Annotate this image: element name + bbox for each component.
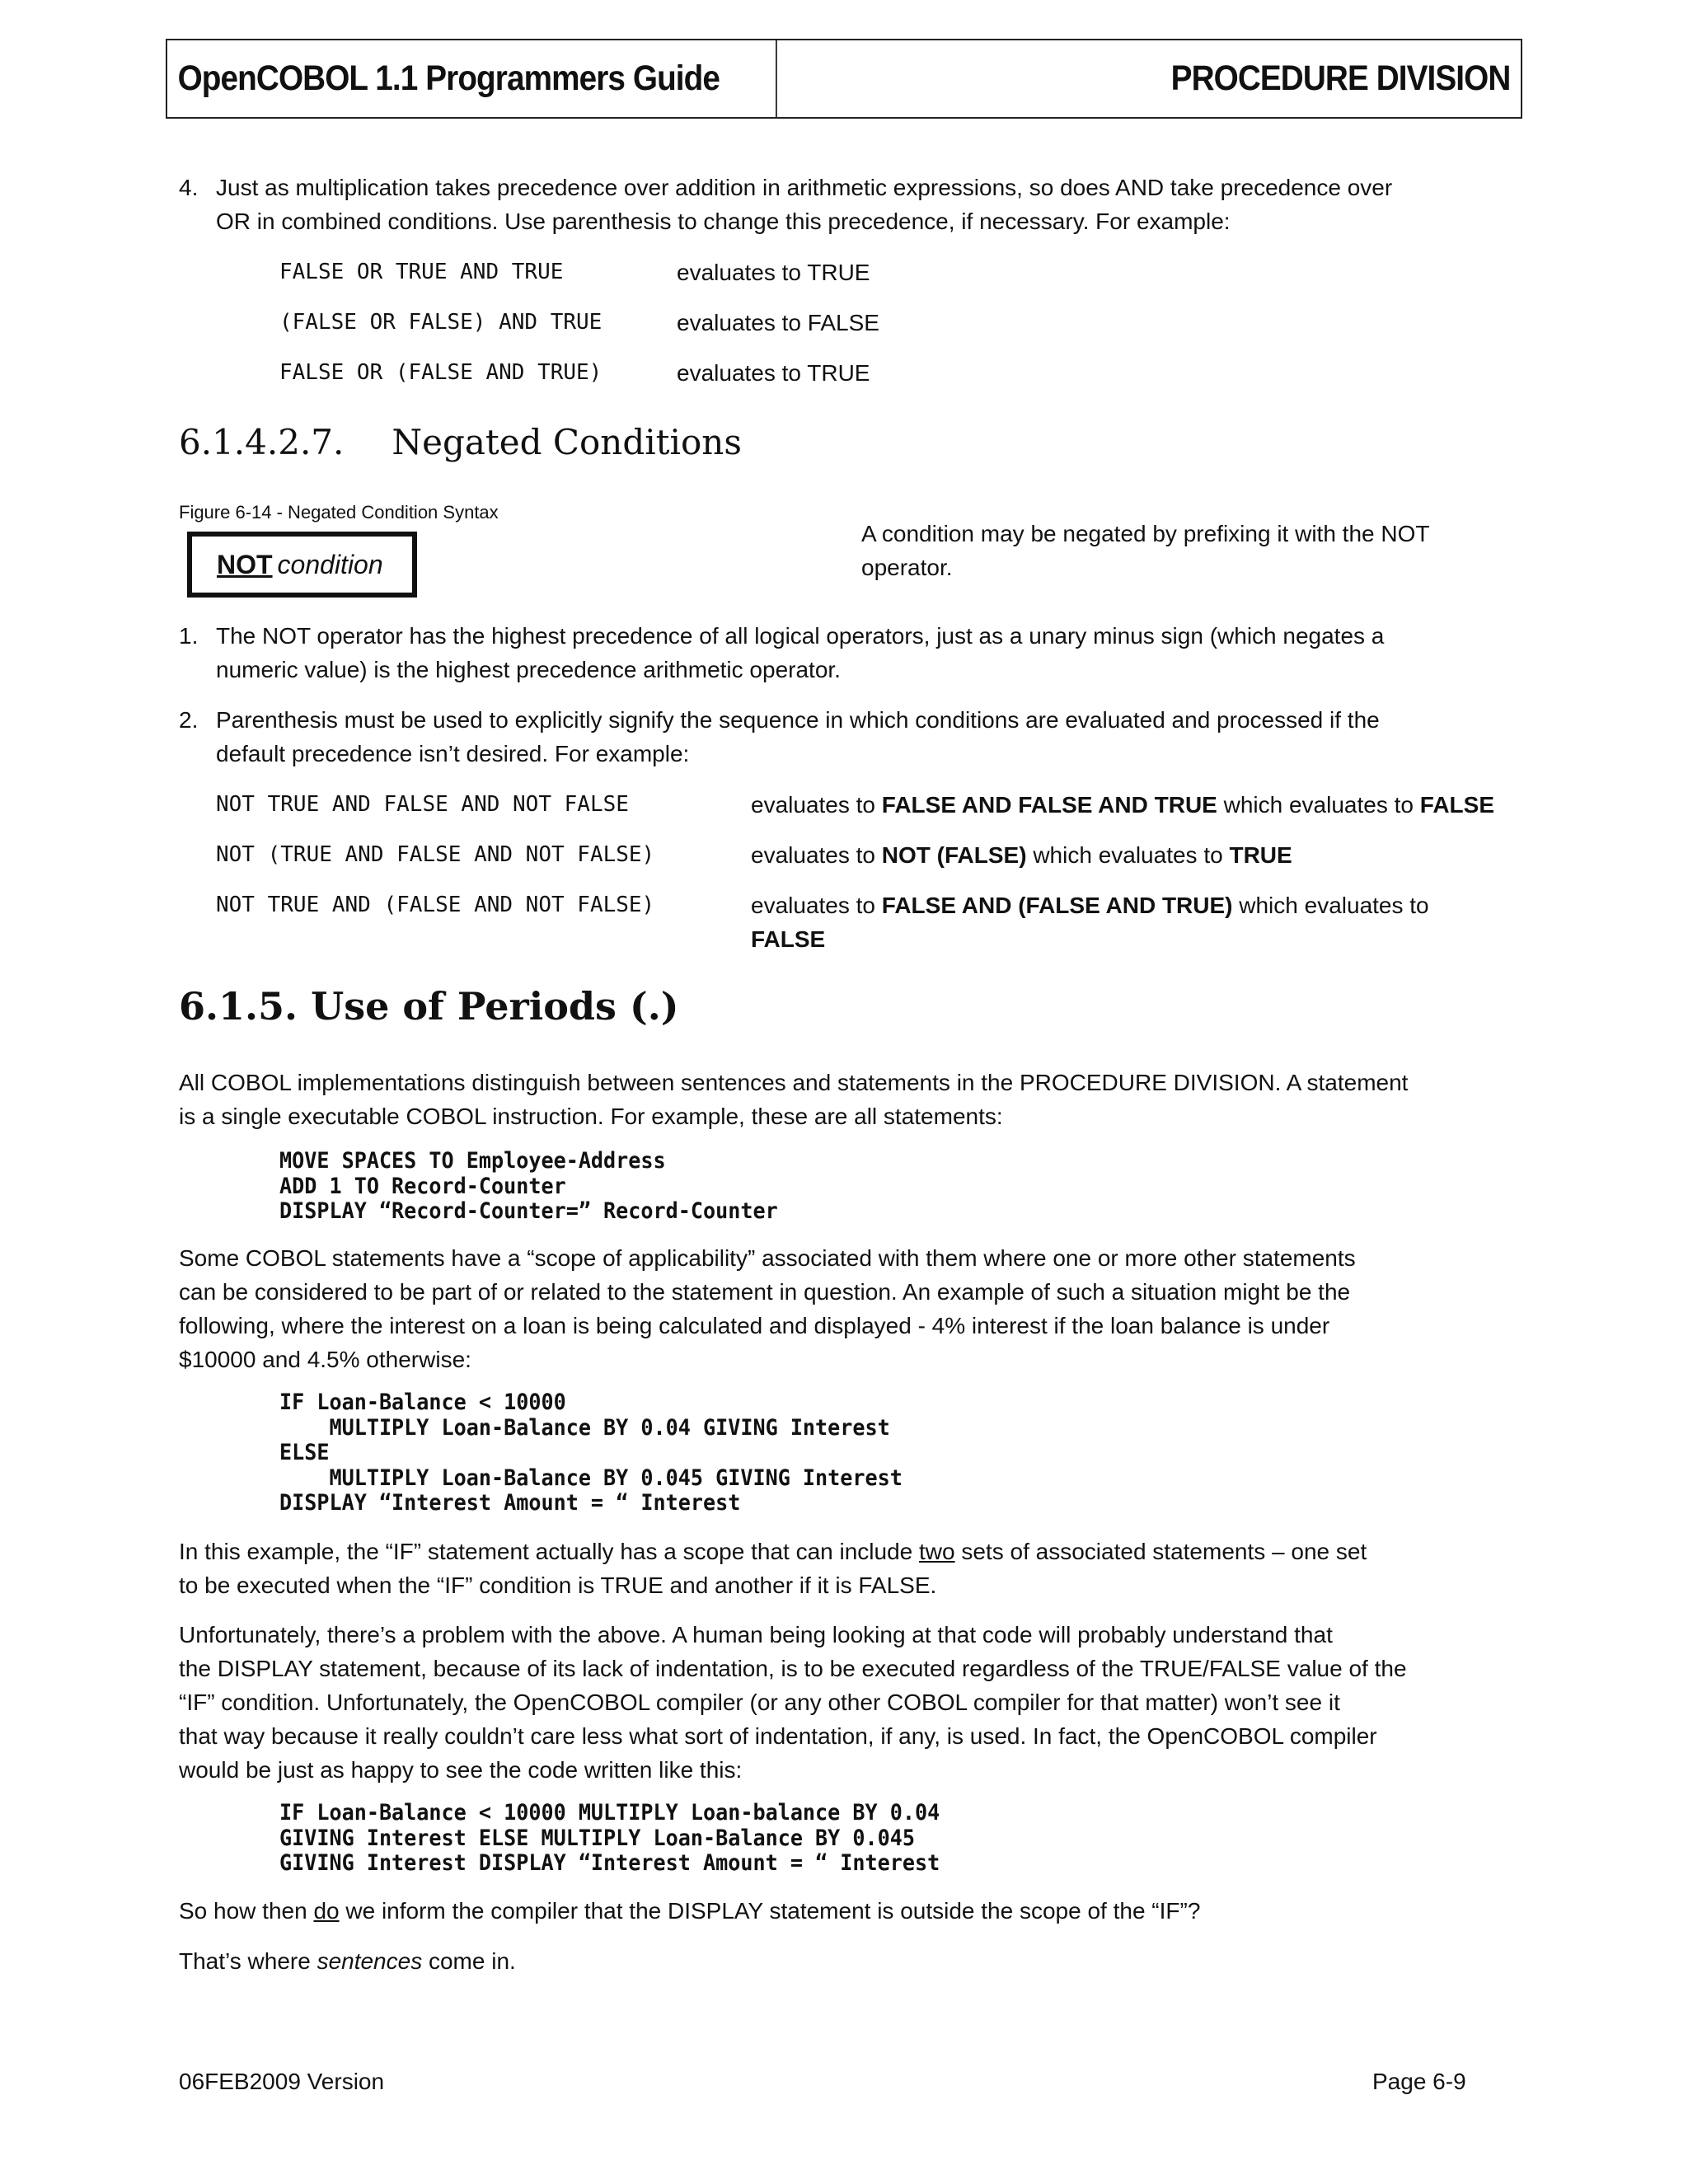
section-title: PROCEDURE DIVISION (1170, 59, 1511, 98)
text-line: “IF” condition. Unfortunately, the OpenCOBOL compiler (or any other COBOL compiler for that matter) won’t see it (179, 1690, 1340, 1715)
example-code: NOT (TRUE AND FALSE AND NOT FALSE) (216, 842, 655, 867)
example-result: evaluates to FALSE (677, 310, 879, 335)
bold-expr: FALSE AND FALSE AND TRUE (881, 792, 1217, 818)
text: sets of associated statements – one set (954, 1539, 1367, 1564)
list-item-4 (179, 171, 1393, 238)
text: come in. (422, 1948, 516, 1974)
text-line: All COBOL implementations distinguish between sentences and statements in the PROCEDURE DIVISION. A statement (179, 1070, 1409, 1095)
example-table-2 (216, 788, 1535, 956)
text-line: A condition may be negated by prefixing it with the NOT (861, 521, 1430, 546)
text-line: following, where the interest on a loan is being calculated and displayed - 4% interest if the loan balance is under (179, 1313, 1330, 1338)
document-title: OpenCOBOL 1.1 Programmers Guide (167, 40, 777, 117)
text-line: to be executed when the “IF” condition is TRUE and another if it is FALSE. (179, 1572, 937, 1598)
paragraph (179, 1894, 1200, 1928)
bold-result: FALSE (751, 926, 826, 952)
text-line: can be considered to be part of or related to the statement in question. An example of such a situation might be the (179, 1279, 1351, 1305)
code-block: MOVE SPACES TO Employee-Address ADD 1 TO Record-Counter DISPLAY “Record-Counter=” Record-Counter (279, 1148, 778, 1224)
text-line: Some COBOL statements have a “scope of applicability” associated with them where one or more other statements (179, 1245, 1356, 1271)
text: which evaluates to (1026, 842, 1230, 868)
text: which evaluates to (1232, 893, 1429, 918)
text-line: Unfortunately, there’s a problem with the above. A human being looking at that code will probably understand that (179, 1622, 1333, 1647)
text-line: operator. (861, 555, 953, 580)
example-row (216, 838, 1535, 888)
text-line: is a single executable COBOL instruction. For example, these are all statements: (179, 1104, 1003, 1129)
paragraph (179, 1066, 1408, 1133)
underlined-text: do (313, 1898, 340, 1924)
item-line: numeric value) is the highest precedence arithmetic operator. (216, 657, 841, 682)
bold-expr: FALSE AND (FALSE AND TRUE) (881, 893, 1233, 918)
italic-text: sentences (316, 1948, 423, 1974)
item-number: 2. (179, 707, 199, 733)
text: evaluates to (751, 792, 882, 818)
example-code: FALSE OR TRUE AND TRUE (279, 260, 564, 284)
example-result: evaluates to TRUE (677, 360, 870, 386)
item-line: Parenthesis must be used to explicitly signify the sequence in which conditions are evaluated and processed if the (216, 707, 1380, 733)
example-row (216, 888, 1535, 956)
not-keyword: NOT (217, 549, 273, 579)
negated-description (861, 517, 1430, 584)
text: evaluates to (751, 893, 882, 918)
heading-title: Negated Conditions (392, 422, 742, 462)
heading-number: 6.1.4.2.7. (179, 422, 345, 462)
paragraph (179, 1944, 516, 1978)
example-code: NOT TRUE AND (FALSE AND NOT FALSE) (216, 893, 655, 917)
item-line: default precedence isn’t desired. For example: (216, 741, 690, 766)
footer-version: 06FEB2009 Version (179, 2069, 385, 2094)
item-line: Just as multiplication takes precedence over addition in arithmetic expressions, so does AND take precedence over (216, 175, 1393, 200)
footer-page-number: Page 6-9 (1372, 2069, 1466, 2094)
section-heading-periods: 6.1.5. Use of Periods (.) (179, 984, 679, 1029)
example-row (216, 788, 1535, 838)
item-line: OR in combined conditions. Use parenthesis to change this precedence, if necessary. For example: (216, 209, 1231, 234)
text: That’s where (179, 1948, 317, 1974)
item-number: 1. (179, 623, 199, 649)
paragraph (179, 1618, 1407, 1787)
condition-term: condition (277, 549, 383, 579)
bold-result: FALSE (1419, 792, 1494, 818)
text: we inform the compiler that the DISPLAY statement is outside the scope of the “IF”? (339, 1898, 1201, 1924)
bold-expr: NOT (FALSE) (881, 842, 1027, 868)
example-code: (FALSE OR FALSE) AND TRUE (279, 310, 603, 335)
list-item-1 (179, 619, 1385, 687)
code-block: IF Loan-Balance < 10000 MULTIPLY Loan-balance BY 0.04 GIVING Interest ELSE MULTIPLY Loan-Balance BY 0.045 GIVING Interest DISPLAY “Interest Amount = “ Interest (279, 1800, 940, 1876)
text-line: the DISPLAY statement, because of its lack of indentation, is to be executed regardless of the TRUE/FALSE value of the (179, 1656, 1407, 1681)
text-line: $10000 and 4.5% otherwise: (179, 1347, 471, 1372)
underlined-text: two (919, 1539, 955, 1564)
paragraph (179, 1535, 1367, 1602)
text: So how then (179, 1898, 314, 1924)
figure-caption: Figure 6-14 - Negated Condition Syntax (179, 502, 499, 523)
item-line: The NOT operator has the highest precedence of all logical operators, just as a unary minus sign (which negates a (216, 623, 1385, 649)
example-result: evaluates to TRUE (677, 260, 870, 285)
example-code: FALSE OR (FALSE AND TRUE) (279, 360, 603, 385)
bold-result: TRUE (1229, 842, 1292, 868)
text-line: that way because it really couldn’t care less what sort of indentation, if any, is used. In fact, the OpenCOBOL compiler (179, 1723, 1377, 1749)
syntax-diagram (187, 532, 417, 598)
paragraph (179, 1241, 1356, 1376)
list-item-2 (179, 703, 1380, 771)
section-heading-negated (179, 422, 742, 462)
example-code: NOT TRUE AND FALSE AND NOT FALSE (216, 792, 629, 817)
text: evaluates to (751, 842, 882, 868)
page-header (166, 39, 1522, 119)
code-block: IF Loan-Balance < 10000 MULTIPLY Loan-Balance BY 0.04 GIVING Interest ELSE MULTIPLY Loan-Balance BY 0.045 GIVING Interest DISPLAY “Interest Amount = “ Interest (279, 1390, 903, 1516)
text-line: would be just as happy to see the code written like this: (179, 1757, 743, 1783)
text: which evaluates to (1217, 792, 1420, 818)
item-number: 4. (179, 175, 199, 200)
text: In this example, the “IF” statement actually has a scope that can include (179, 1539, 920, 1564)
